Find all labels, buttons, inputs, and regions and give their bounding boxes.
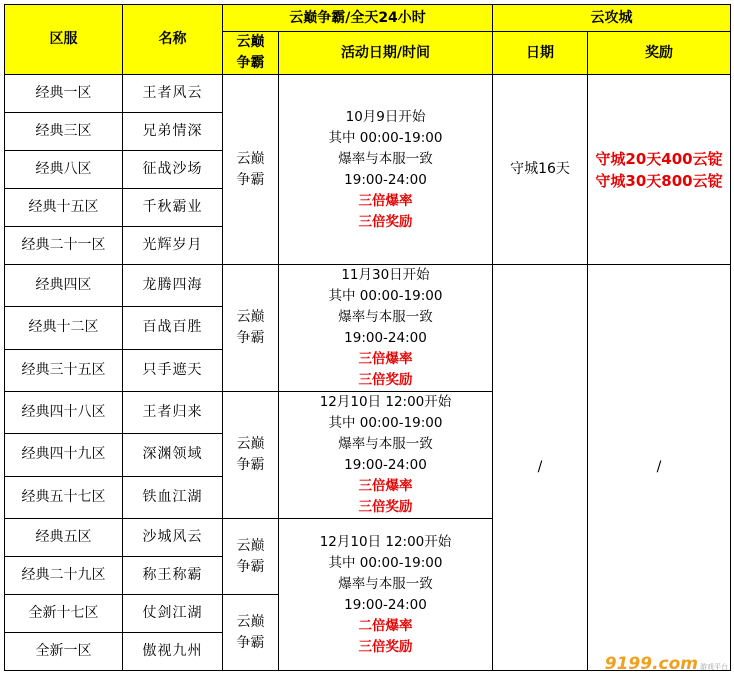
server-name-cell: 仗剑江湖 (123, 595, 223, 633)
activity-time-2: 19:00-24:00 (344, 596, 427, 613)
siege-reward-30: 守城30天800云锭 (595, 171, 723, 190)
activity-time-2: 19:00-24:00 (344, 171, 427, 188)
region-cell: 经典二十一区 (5, 227, 123, 265)
region-cell: 经典十五区 (5, 189, 123, 227)
activity-start: 10月9日开始 (345, 108, 426, 125)
region-cell: 经典四十八区 (5, 392, 123, 434)
table-row (5, 75, 731, 113)
site-watermark (605, 654, 728, 674)
header-event-sub: 云巅争霸 (223, 32, 279, 75)
watermark-tagline: 游戏平台 (700, 663, 728, 671)
activity-rate: 爆率与本服一致 (338, 436, 433, 452)
siege-date-other: / (493, 265, 588, 671)
region-cell: 经典十二区 (5, 307, 123, 349)
event-cell: 云巅争霸 (223, 75, 279, 265)
activity-time-1: 其中 00:00-19:00 (328, 554, 443, 571)
watermark-brand: 9199.com (604, 654, 698, 674)
server-name-cell: 傲视九州 (123, 633, 223, 671)
activity-time-2: 19:00-24:00 (344, 457, 427, 473)
activity-time-2: 19:00-24:00 (344, 330, 427, 346)
activity-start: 12月10日 12:00开始 (319, 394, 452, 410)
region-cell: 经典四区 (5, 265, 123, 307)
event-cell: 云巅争霸 (223, 595, 279, 671)
header-name: 名称 (123, 5, 223, 75)
event-cell: 云巅争霸 (223, 265, 279, 392)
region-cell: 经典八区 (5, 151, 123, 189)
event-cell: 云巅争霸 (223, 519, 279, 595)
bonus-drop: 三倍爆率 (358, 351, 413, 367)
region-cell: 经典三十五区 (5, 349, 123, 391)
header-date: 日期 (493, 32, 588, 75)
header-region: 区服 (5, 5, 123, 75)
activity-cell (279, 75, 493, 265)
bonus-reward: 三倍奖励 (358, 638, 413, 655)
region-cell: 经典三区 (5, 113, 123, 151)
region-cell: 全新一区 (5, 633, 123, 671)
activity-rate: 爆率与本服一致 (338, 309, 433, 325)
siege-reward-20: 守城20天400云锭 (595, 149, 723, 168)
server-name-cell: 铁血江湖 (123, 476, 223, 518)
server-name-cell: 只手遮天 (123, 349, 223, 391)
bonus-reward: 三倍奖励 (358, 499, 413, 515)
header-date-time: 活动日期/时间 (279, 32, 493, 75)
server-name-cell: 沙城风云 (123, 519, 223, 557)
server-name-cell: 千秋霸业 (123, 189, 223, 227)
server-name-cell: 百战百胜 (123, 307, 223, 349)
region-cell: 经典四十九区 (5, 434, 123, 476)
bonus-reward: 三倍奖励 (358, 372, 413, 388)
activity-cell (279, 265, 493, 392)
activity-cell (279, 519, 493, 671)
header-siege-title: 云攻城 (493, 5, 731, 32)
server-name-cell: 王者风云 (123, 75, 223, 113)
server-name-cell: 龙腾四海 (123, 265, 223, 307)
region-cell: 经典二十九区 (5, 557, 123, 595)
server-event-table (4, 4, 731, 671)
siege-reward-other: / (588, 265, 731, 671)
activity-start: 11月30日开始 (341, 267, 430, 283)
region-cell: 全新十七区 (5, 595, 123, 633)
region-cell: 经典一区 (5, 75, 123, 113)
server-name-cell: 征战沙场 (123, 151, 223, 189)
bonus-reward: 三倍奖励 (358, 213, 413, 230)
region-cell: 经典五十七区 (5, 476, 123, 518)
event-cell: 云巅争霸 (223, 392, 279, 519)
region-cell: 经典五区 (5, 519, 123, 557)
server-name-cell: 深渊领域 (123, 434, 223, 476)
activity-cell (279, 392, 493, 519)
activity-time-1: 其中 00:00-19:00 (328, 129, 443, 146)
bonus-drop: 三倍爆率 (358, 478, 413, 494)
activity-start: 12月10日 12:00开始 (319, 533, 452, 550)
header-event-title: 云巅争霸/全天24小时 (223, 5, 493, 32)
activity-rate: 爆率与本服一致 (338, 150, 433, 167)
server-name-cell: 称王称霸 (123, 557, 223, 595)
bonus-drop: 三倍爆率 (358, 192, 413, 209)
server-name-cell: 王者归来 (123, 392, 223, 434)
server-name-cell: 光辉岁月 (123, 227, 223, 265)
bonus-drop: 二倍爆率 (358, 617, 413, 634)
header-reward: 奖励 (588, 32, 731, 75)
siege-reward-cell (588, 75, 731, 265)
table-row (5, 265, 731, 307)
activity-time-1: 其中 00:00-19:00 (328, 288, 443, 304)
activity-rate: 爆率与本服一致 (338, 575, 433, 592)
siege-date-cell: 守城16天 (493, 75, 588, 265)
server-name-cell: 兄弟情深 (123, 113, 223, 151)
activity-time-1: 其中 00:00-19:00 (328, 415, 443, 431)
